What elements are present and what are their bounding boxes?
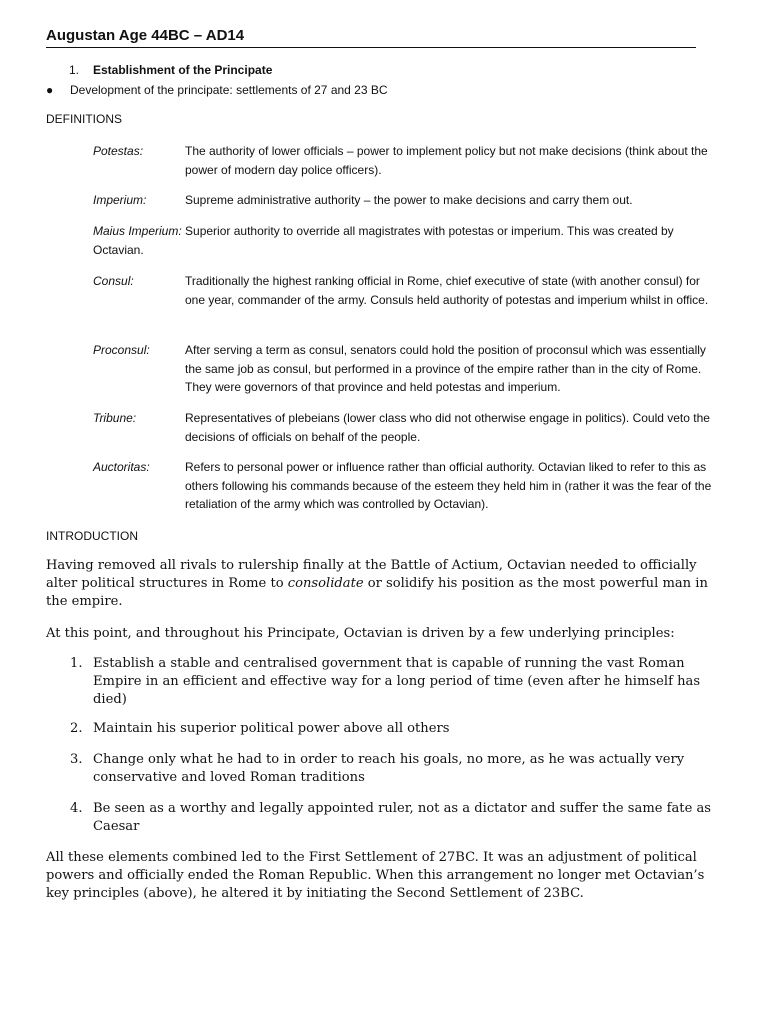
bullet-item [46, 82, 388, 98]
definition-text: Traditionally the highest ranking official in Rome, chief executive of state (with another consul) for one year, commander of the army. Consuls held authority of potestas and imperium whilst in office. [185, 274, 709, 307]
definition-text: Refers to personal power or influence rather than official authority. Octavian liked to refer to this as others following his commands because of the esteem they held him in (rather it was the fear of the retaliation of the army which was controlled by Octavian). [185, 460, 712, 511]
section-heading [69, 62, 272, 78]
definition-potestas [93, 142, 723, 179]
definition-imperium [93, 191, 723, 210]
principle-text: Establish a stable and centralised government that is capable of running the vast Roman Empire in an efficient and effective way for a long period of time (even after he himself has died) [93, 656, 701, 707]
principle-number: 2. [70, 721, 83, 736]
bullet-text: Development of the principate: settlements of 27 and 23 BC [70, 83, 388, 97]
definition-auctoritas [93, 458, 723, 514]
intro-text-after: or solidify his position as the most powerful man in the empire. [46, 576, 708, 609]
definition-body: Superior authority to override all magistrates with potestas or imperium. This was created by Octavian. [93, 224, 674, 257]
definition-text: The authority of lower officials – power to implement policy but not make decisions (think about the power of modern day police officers). [185, 144, 708, 177]
definition-term: Proconsul: [93, 343, 150, 357]
definition-proconsul [93, 341, 723, 397]
definition-consul [93, 272, 723, 309]
definition-term: Maius Imperium: [93, 224, 182, 238]
intro-emphasis: consolidate [287, 576, 364, 591]
bullet-icon: ● [46, 83, 54, 97]
introduction-heading: INTRODUCTION [46, 529, 138, 543]
intro-text-before: Having removed all rivals to rulership finally at the Battle of Actium, Octavian needed to officially alter political structures in Rome to [46, 558, 697, 591]
principle-item-3 [70, 751, 722, 787]
definition-tribune [93, 409, 723, 446]
page-title: Augustan Age 44BC – AD14 [46, 26, 696, 48]
principle-text: Maintain his superior political power above all others [93, 721, 450, 736]
principle-text: Be seen as a worthy and legally appointed ruler, not as a dictator and suffer the same fate as Caesar [93, 801, 712, 834]
principle-item-4 [70, 800, 722, 836]
principle-item-2 [70, 720, 722, 738]
definition-maius-imperium [93, 222, 723, 259]
definition-term: Consul: [93, 274, 134, 288]
definition-text: After serving a term as consul, senators could hold the position of proconsul which was essentially the same job as consul, but performed in a province of the empire rather than in the city of Rome. They were governors of that province and held potestas and imperium. [185, 343, 706, 394]
principle-number: 3. [70, 752, 83, 767]
definitions-heading: DEFINITIONS [46, 112, 123, 126]
section-heading-text: Establishment of the Principate [93, 63, 273, 77]
definition-term: Potestas: [93, 144, 144, 158]
closing-paragraph: All these elements combined led to the First Settlement of 27BC. It was an adjustment of political powers and officially ended the Roman Republic. When this arrangement no longer met Octavian’s key principles (above), he altered it by initiating the Second Settlement of 23BC. [46, 850, 705, 901]
intro-paragraph-2: At this point, and throughout his Principate, Octavian is driven by a few underlying principles: [46, 626, 675, 641]
principle-text: Change only what he had to in order to reach his goals, no more, as he was actually very conservative and loved Roman traditions [93, 752, 685, 785]
principle-number: 1. [70, 656, 83, 671]
definition-term: Tribune: [93, 411, 137, 425]
definition-text: Representatives of plebeians (lower class who did not otherwise engage in politics). Could veto the decisions of officials on behalf of the people. [185, 411, 710, 444]
definition-term: Imperium: [93, 193, 147, 207]
principle-item-1 [70, 655, 722, 709]
definition-text [93, 222, 723, 259]
definition-text: Supreme administrative authority – the power to make decisions and carry them out. [185, 193, 633, 207]
principle-number: 4. [70, 801, 83, 816]
definition-term: Auctoritas: [93, 460, 150, 474]
section-number: 1. [69, 63, 80, 77]
intro-paragraph-1 [46, 557, 720, 611]
